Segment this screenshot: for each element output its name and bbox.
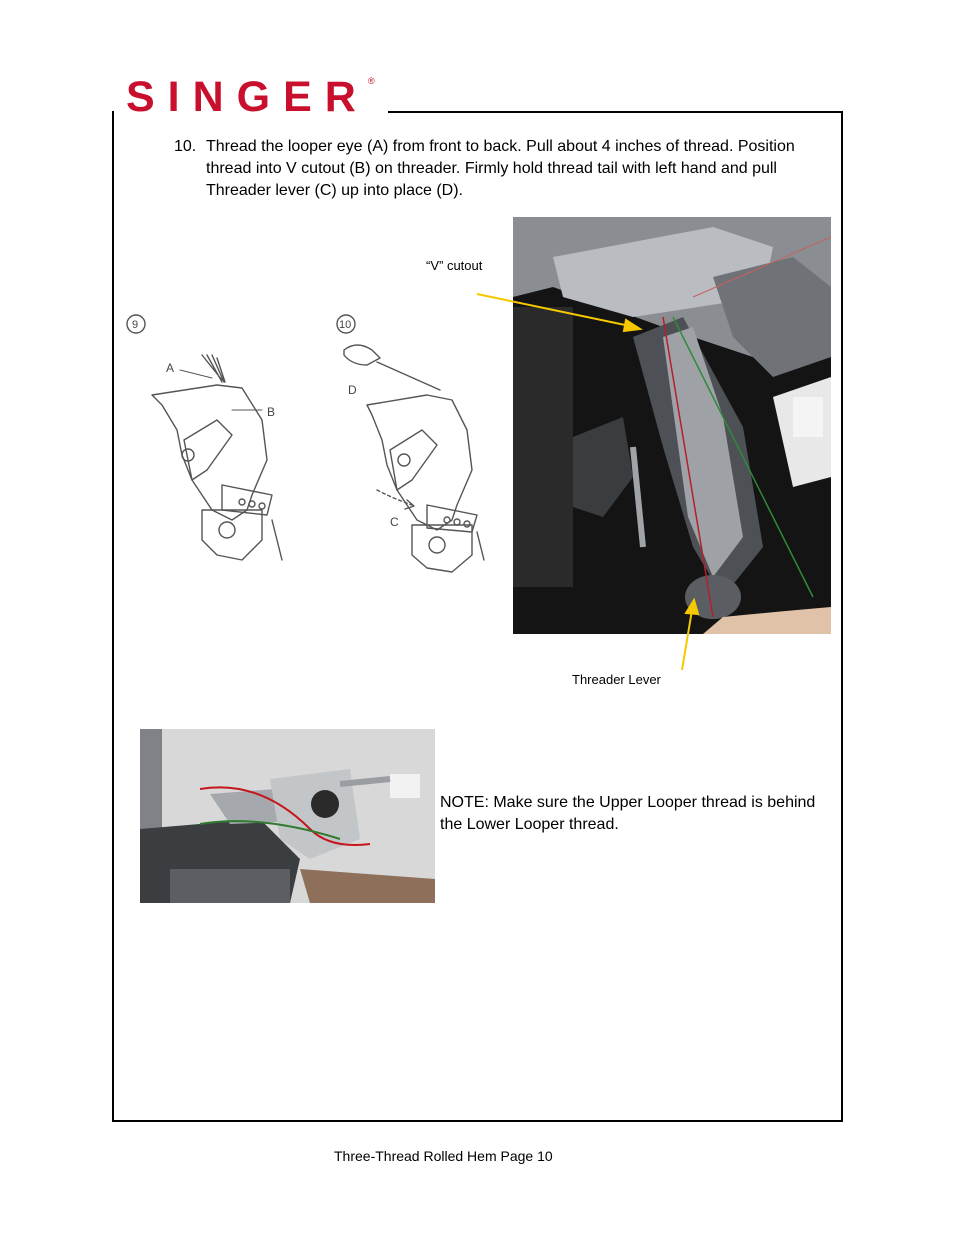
fig10-lever	[390, 430, 437, 490]
v-cutout-label: “V” cutout	[426, 258, 483, 273]
threader-lever-label: Threader Lever	[572, 672, 661, 687]
fig9-threader-body	[152, 385, 267, 520]
fig10-threader-body	[367, 395, 472, 530]
fig10-number: 10	[339, 319, 352, 331]
label-c: C	[390, 515, 399, 529]
looper-photo	[140, 729, 435, 903]
fig9-base	[202, 510, 262, 560]
fig10-motion-arrow	[377, 490, 412, 505]
label-b: B	[267, 405, 276, 419]
step-number: 10.	[174, 138, 197, 155]
step-instruction	[174, 136, 842, 202]
singer-logo: SINGER	[126, 73, 369, 121]
page-footer: Three-Thread Rolled Hem Page 10	[334, 1148, 553, 1164]
fig9-thread	[202, 355, 225, 382]
fig9-number: 9	[132, 319, 139, 331]
fig10-thread	[377, 362, 440, 390]
fig10-hand	[344, 345, 380, 365]
note-text: NOTE: Make sure the Upper Looper thread is behind the Lower Looper thread.	[440, 794, 816, 833]
step-body: Thread the looper eye (A) from front to back. Pull about 4 inches of thread. Position thread into V cutout (B) on threader. Firmly hold thread tail with left hand and pull Threader lever (C) up into place (D).	[206, 138, 795, 199]
registered-mark: ®	[368, 76, 375, 86]
threader-photo	[513, 217, 831, 634]
label-a: A	[166, 361, 175, 375]
fig10-screw	[398, 454, 410, 466]
label-d: D	[348, 383, 357, 397]
fig10-base	[412, 525, 472, 572]
threader-diagram	[122, 310, 498, 580]
